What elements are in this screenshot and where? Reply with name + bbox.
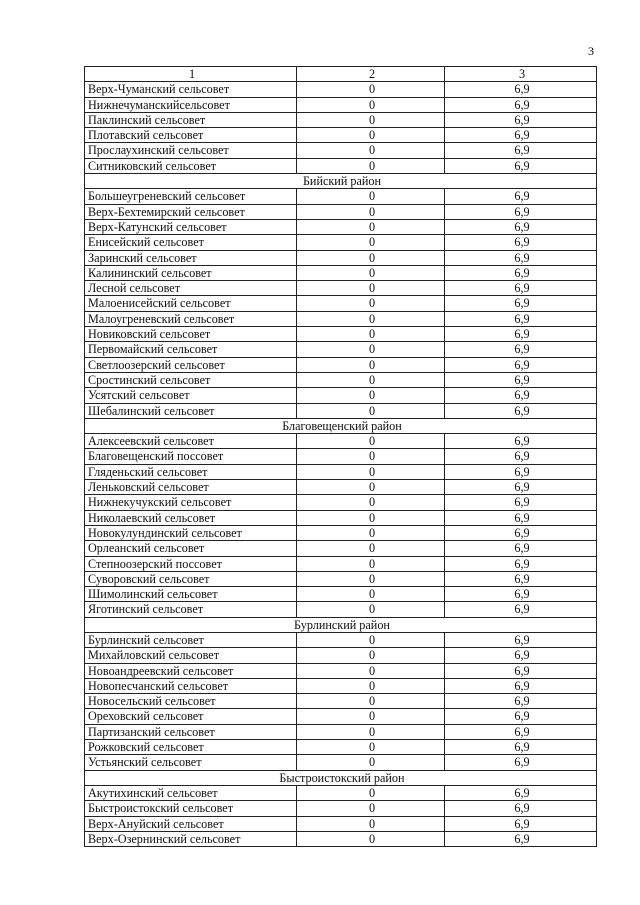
- table-row: [85, 525, 597, 540]
- settlement-name-cell: Николаевский сельсовет: [85, 510, 297, 525]
- value-col2-cell: 0: [297, 464, 445, 479]
- table-row: [85, 480, 597, 495]
- value-col3-cell: 6,9: [445, 311, 597, 326]
- settlement-name-cell: Нижнекучукский сельсовет: [85, 495, 297, 510]
- settlement-name-cell: Ореховский сельсовет: [85, 709, 297, 724]
- value-col3-cell: 6,9: [445, 831, 597, 846]
- settlement-name-cell: Верх-Катунский сельсовет: [85, 219, 297, 234]
- settlement-name-cell: Орлеанский сельсовет: [85, 541, 297, 556]
- value-col3-cell: 6,9: [445, 632, 597, 647]
- value-col3-cell: 6,9: [445, 372, 597, 387]
- value-col2-cell: 0: [297, 648, 445, 663]
- value-col3-cell: 6,9: [445, 204, 597, 219]
- value-col3-cell: 6,9: [445, 327, 597, 342]
- page-number: 3: [588, 44, 594, 58]
- settlement-name-cell: Заринский сельсовет: [85, 250, 297, 265]
- value-col2-cell: 0: [297, 296, 445, 311]
- settlement-name-cell: Большеугреневский сельсовет: [85, 189, 297, 204]
- value-col2-cell: 0: [297, 82, 445, 97]
- value-col2-cell: 0: [297, 372, 445, 387]
- table-row: [85, 82, 597, 97]
- value-col2-cell: 0: [297, 525, 445, 540]
- value-col3-cell: 6,9: [445, 724, 597, 739]
- value-col2-cell: 0: [297, 587, 445, 602]
- table-row: [85, 464, 597, 479]
- settlement-name-cell: Яготинский сельсовет: [85, 602, 297, 617]
- value-col3-cell: 6,9: [445, 235, 597, 250]
- table-row: [85, 663, 597, 678]
- municipalities-table: [84, 66, 597, 847]
- column-header: 3: [445, 67, 597, 82]
- value-col3-cell: 6,9: [445, 663, 597, 678]
- settlement-name-cell: Калининский сельсовет: [85, 265, 297, 280]
- settlement-name-cell: Шимолинский сельсовет: [85, 587, 297, 602]
- settlement-name-cell: Леньковский сельсовет: [85, 480, 297, 495]
- table-row: [85, 632, 597, 647]
- table-row: [85, 816, 597, 831]
- value-col3-cell: 6,9: [445, 755, 597, 770]
- district-title: Благовещенский район: [85, 418, 597, 433]
- value-col3-cell: 6,9: [445, 648, 597, 663]
- value-col2-cell: 0: [297, 678, 445, 693]
- value-col3-cell: 6,9: [445, 265, 597, 280]
- value-col2-cell: 0: [297, 128, 445, 143]
- table-row: [85, 724, 597, 739]
- table-row: [85, 449, 597, 464]
- value-col2-cell: 0: [297, 541, 445, 556]
- settlement-name-cell: Плотавский сельсовет: [85, 128, 297, 143]
- column-header: 2: [297, 67, 445, 82]
- value-col3-cell: 6,9: [445, 541, 597, 556]
- settlement-name-cell: Малоенисейский сельсовет: [85, 296, 297, 311]
- value-col3-cell: 6,9: [445, 388, 597, 403]
- value-col3-cell: 6,9: [445, 464, 597, 479]
- settlement-name-cell: Акутихинский сельсовет: [85, 785, 297, 800]
- settlement-name-cell: Гляденьский сельсовет: [85, 464, 297, 479]
- value-col3-cell: 6,9: [445, 112, 597, 127]
- settlement-name-cell: Рожковский сельсовет: [85, 740, 297, 755]
- value-col3-cell: 6,9: [445, 480, 597, 495]
- settlement-name-cell: Верх-Ануйский сельсовет: [85, 816, 297, 831]
- table-row: [85, 403, 597, 418]
- value-col3-cell: 6,9: [445, 785, 597, 800]
- settlement-name-cell: Новоандреевский сельсовет: [85, 663, 297, 678]
- value-col2-cell: 0: [297, 235, 445, 250]
- value-col3-cell: 6,9: [445, 801, 597, 816]
- value-col2-cell: 0: [297, 327, 445, 342]
- value-col3-cell: 6,9: [445, 128, 597, 143]
- district-header-row: [85, 174, 597, 189]
- settlement-name-cell: Ситниковский сельсовет: [85, 158, 297, 173]
- settlement-name-cell: Первомайский сельсовет: [85, 342, 297, 357]
- table-row: [85, 648, 597, 663]
- value-col2-cell: 0: [297, 97, 445, 112]
- value-col2-cell: 0: [297, 265, 445, 280]
- district-title: Бурлинский район: [85, 617, 597, 632]
- value-col3-cell: 6,9: [445, 82, 597, 97]
- settlement-name-cell: Партизанский сельсовет: [85, 724, 297, 739]
- table-row: [85, 541, 597, 556]
- value-col3-cell: 6,9: [445, 357, 597, 372]
- value-col2-cell: 0: [297, 663, 445, 678]
- value-col2-cell: 0: [297, 434, 445, 449]
- table-row: [85, 694, 597, 709]
- value-col3-cell: 6,9: [445, 571, 597, 586]
- table-row: [85, 158, 597, 173]
- value-col2-cell: 0: [297, 219, 445, 234]
- settlement-name-cell: Прослаухинский сельсовет: [85, 143, 297, 158]
- value-col3-cell: 6,9: [445, 189, 597, 204]
- value-col3-cell: 6,9: [445, 143, 597, 158]
- settlement-name-cell: Паклинский сельсовет: [85, 112, 297, 127]
- settlement-name-cell: Верх-Чуманский сельсовет: [85, 82, 297, 97]
- table-row: [85, 372, 597, 387]
- value-col3-cell: 6,9: [445, 678, 597, 693]
- value-col3-cell: 6,9: [445, 281, 597, 296]
- district-header-row: [85, 770, 597, 785]
- value-col2-cell: 0: [297, 556, 445, 571]
- value-col3-cell: 6,9: [445, 434, 597, 449]
- table-row: [85, 296, 597, 311]
- value-col2-cell: 0: [297, 204, 445, 219]
- table-header-row: [85, 67, 597, 82]
- value-col3-cell: 6,9: [445, 709, 597, 724]
- value-col2-cell: 0: [297, 571, 445, 586]
- value-col2-cell: 0: [297, 785, 445, 800]
- settlement-name-cell: Новопесчанский сельсовет: [85, 678, 297, 693]
- value-col2-cell: 0: [297, 632, 445, 647]
- settlement-name-cell: Верх-Бехтемирский сельсовет: [85, 204, 297, 219]
- settlement-name-cell: Верх-Озернинский сельсовет: [85, 831, 297, 846]
- value-col3-cell: 6,9: [445, 97, 597, 112]
- value-col3-cell: 6,9: [445, 219, 597, 234]
- table-row: [85, 587, 597, 602]
- settlement-name-cell: Благовещенский поссовет: [85, 449, 297, 464]
- value-col3-cell: 6,9: [445, 816, 597, 831]
- table-row: [85, 265, 597, 280]
- value-col2-cell: 0: [297, 357, 445, 372]
- settlement-name-cell: Новиковский сельсовет: [85, 327, 297, 342]
- value-col2-cell: 0: [297, 449, 445, 464]
- table-row: [85, 281, 597, 296]
- table-row: [85, 189, 597, 204]
- value-col3-cell: 6,9: [445, 342, 597, 357]
- value-col2-cell: 0: [297, 694, 445, 709]
- value-col2-cell: 0: [297, 342, 445, 357]
- table-row: [85, 801, 597, 816]
- value-col3-cell: 6,9: [445, 403, 597, 418]
- settlement-name-cell: Алексеевский сельсовет: [85, 434, 297, 449]
- table-row: [85, 112, 597, 127]
- settlement-name-cell: Быстроистокский сельсовет: [85, 801, 297, 816]
- settlement-name-cell: Лесной сельсовет: [85, 281, 297, 296]
- value-col3-cell: 6,9: [445, 587, 597, 602]
- settlement-name-cell: Суворовский сельсовет: [85, 571, 297, 586]
- value-col2-cell: 0: [297, 281, 445, 296]
- value-col2-cell: 0: [297, 831, 445, 846]
- table-row: [85, 204, 597, 219]
- table-row: [85, 831, 597, 846]
- settlement-name-cell: Шебалинский сельсовет: [85, 403, 297, 418]
- value-col2-cell: 0: [297, 724, 445, 739]
- value-col3-cell: 6,9: [445, 556, 597, 571]
- value-col3-cell: 6,9: [445, 296, 597, 311]
- value-col2-cell: 0: [297, 403, 445, 418]
- district-header-row: [85, 418, 597, 433]
- table-row: [85, 495, 597, 510]
- column-header: 1: [85, 67, 297, 82]
- table-body: [85, 82, 597, 847]
- value-col2-cell: 0: [297, 816, 445, 831]
- table-row: [85, 327, 597, 342]
- table-row: [85, 388, 597, 403]
- value-col3-cell: 6,9: [445, 525, 597, 540]
- table-row: [85, 755, 597, 770]
- value-col3-cell: 6,9: [445, 250, 597, 265]
- table-row: [85, 434, 597, 449]
- table-row: [85, 235, 597, 250]
- table-row: [85, 128, 597, 143]
- settlement-name-cell: Малоугреневский сельсовет: [85, 311, 297, 326]
- value-col2-cell: 0: [297, 388, 445, 403]
- table-row: [85, 219, 597, 234]
- value-col2-cell: 0: [297, 480, 445, 495]
- table-row: [85, 785, 597, 800]
- value-col2-cell: 0: [297, 158, 445, 173]
- value-col2-cell: 0: [297, 755, 445, 770]
- value-col2-cell: 0: [297, 740, 445, 755]
- table-row: [85, 678, 597, 693]
- settlement-name-cell: Михайловский сельсовет: [85, 648, 297, 663]
- settlement-name-cell: Усятский сельсовет: [85, 388, 297, 403]
- settlement-name-cell: Новосельский сельсовет: [85, 694, 297, 709]
- settlement-name-cell: Светлоозерский сельсовет: [85, 357, 297, 372]
- table-row: [85, 342, 597, 357]
- settlement-name-cell: Нижнечуманскийсельсовет: [85, 97, 297, 112]
- table-row: [85, 357, 597, 372]
- value-col3-cell: 6,9: [445, 510, 597, 525]
- table-row: [85, 602, 597, 617]
- value-col3-cell: 6,9: [445, 449, 597, 464]
- settlement-name-cell: Степноозерский поссовет: [85, 556, 297, 571]
- value-col2-cell: 0: [297, 189, 445, 204]
- table-row: [85, 510, 597, 525]
- settlement-name-cell: Бурлинский сельсовет: [85, 632, 297, 647]
- value-col2-cell: 0: [297, 801, 445, 816]
- value-col3-cell: 6,9: [445, 495, 597, 510]
- settlement-name-cell: Енисейский сельсовет: [85, 235, 297, 250]
- value-col3-cell: 6,9: [445, 158, 597, 173]
- settlement-name-cell: Сростинский сельсовет: [85, 372, 297, 387]
- value-col2-cell: 0: [297, 602, 445, 617]
- table-row: [85, 709, 597, 724]
- value-col2-cell: 0: [297, 709, 445, 724]
- value-col2-cell: 0: [297, 495, 445, 510]
- value-col3-cell: 6,9: [445, 740, 597, 755]
- table-row: [85, 740, 597, 755]
- value-col2-cell: 0: [297, 112, 445, 127]
- value-col2-cell: 0: [297, 311, 445, 326]
- district-title: Быстроистокский район: [85, 770, 597, 785]
- table-row: [85, 250, 597, 265]
- table-row: [85, 97, 597, 112]
- value-col2-cell: 0: [297, 143, 445, 158]
- value-col3-cell: 6,9: [445, 602, 597, 617]
- table-row: [85, 311, 597, 326]
- table-row: [85, 571, 597, 586]
- district-title: Бийский район: [85, 174, 597, 189]
- settlement-name-cell: Новокулундинский сельсовет: [85, 525, 297, 540]
- settlement-name-cell: Устьянский сельсовет: [85, 755, 297, 770]
- table-row: [85, 143, 597, 158]
- value-col3-cell: 6,9: [445, 694, 597, 709]
- district-header-row: [85, 617, 597, 632]
- value-col2-cell: 0: [297, 250, 445, 265]
- table-row: [85, 556, 597, 571]
- value-col2-cell: 0: [297, 510, 445, 525]
